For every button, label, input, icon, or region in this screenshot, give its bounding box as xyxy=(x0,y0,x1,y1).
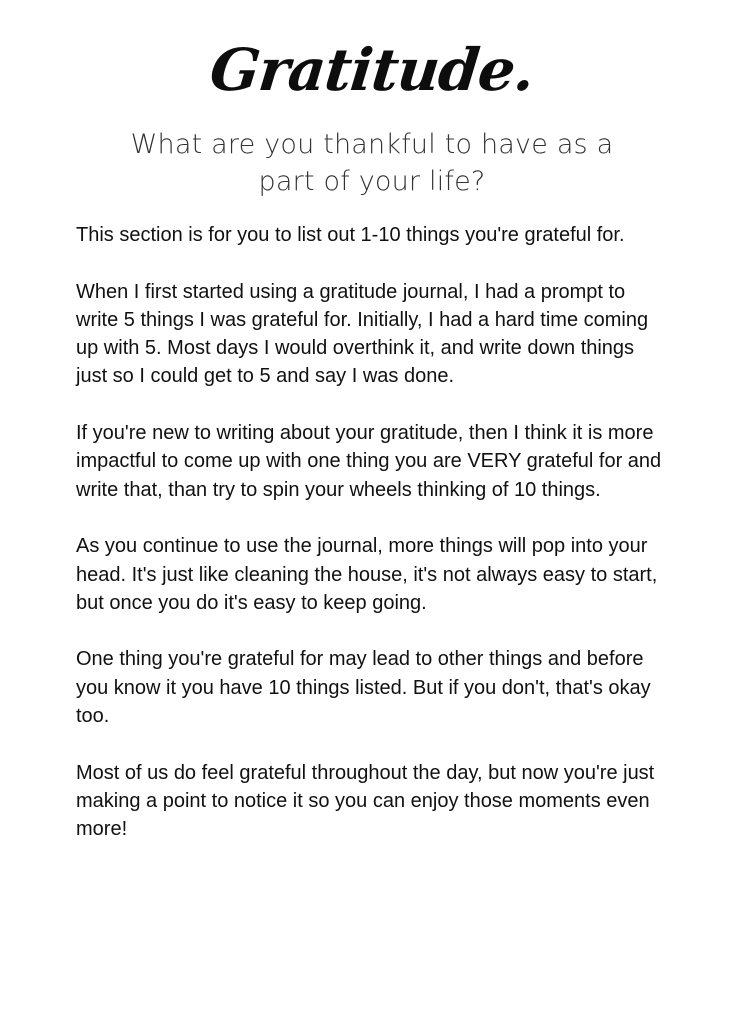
paragraph-first-journal: When I first started using a gratitude journal, I had a prompt to write 5 things I was grateful for. Initially, I had a hard time coming up with 5. Most days I would overthink it, and write down things just so I could get to 5 and say I was done. xyxy=(76,280,649,388)
page-subtitle: What are you thankful to have as a part of your life? xyxy=(130,129,614,197)
paragraph-continue: As you continue to use the journal, more things will pop into your head. It's just like cleaning the house, it's not always easy to start, but once you do it's easy to keep going. xyxy=(76,535,658,614)
paragraph-closing: Most of us do feel grateful throughout the day, but now you're just making a point to notice it so you can enjoy those moments even more! xyxy=(76,761,655,841)
paragraph-one-thing: One thing you're grateful for may lead to other things and before you know it you have 10 things listed. But if you don't, that's okay too. xyxy=(76,648,651,728)
body-text xyxy=(76,221,666,872)
paragraph-intro: This section is for you to list out 1-10 things you're grateful for. xyxy=(76,224,625,246)
page-title: Gratitude. xyxy=(206,36,538,104)
paragraph-new-writer: If you're new to writing about your gratitude, then I think it is more impactful to come up with one thing you are VERY grateful for and write that, than try to spin your wheels thinking of 10 things. xyxy=(76,422,662,501)
